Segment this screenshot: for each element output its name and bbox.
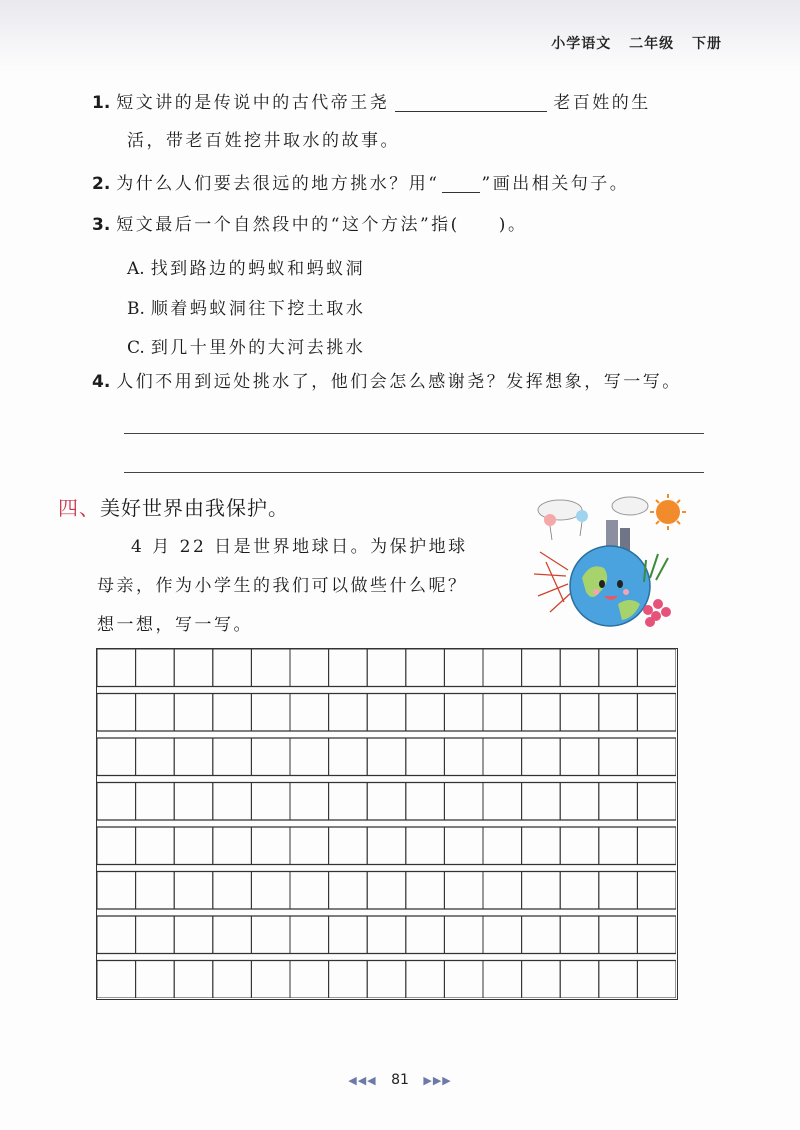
grid-cell[interactable]: [367, 783, 406, 821]
grid-cell[interactable]: [329, 916, 368, 954]
grid-cell[interactable]: [483, 738, 522, 776]
grid-cell[interactable]: [444, 694, 483, 732]
grid-cell[interactable]: [97, 872, 136, 910]
page-header: [539, 33, 722, 53]
grid-cell[interactable]: [97, 649, 136, 687]
grid-cell[interactable]: [637, 649, 676, 687]
grid-cell[interactable]: [213, 783, 252, 821]
page-number: 81: [391, 1072, 409, 1088]
grid-cell[interactable]: [522, 872, 561, 910]
grid-cell[interactable]: [599, 961, 638, 999]
fireworks-icon: [534, 552, 572, 612]
grid-cell[interactable]: [329, 783, 368, 821]
grid-cell[interactable]: [560, 783, 599, 821]
grid-cell[interactable]: [637, 872, 676, 910]
option-a-letter: A.: [127, 259, 145, 279]
answer-line-1[interactable]: [124, 433, 704, 434]
header-grade: 二年级: [629, 36, 675, 52]
grid-cell[interactable]: [444, 649, 483, 687]
grid-cell[interactable]: [290, 827, 329, 865]
answer-line-2[interactable]: [124, 472, 704, 473]
grid-cell[interactable]: [251, 827, 290, 865]
grid-cell[interactable]: [444, 783, 483, 821]
grid-cell[interactable]: [329, 872, 368, 910]
grid-cell[interactable]: [251, 961, 290, 999]
grid-cell[interactable]: [637, 783, 676, 821]
grid-cell[interactable]: [522, 827, 561, 865]
grid-cell[interactable]: [97, 738, 136, 776]
grid-cell[interactable]: [136, 961, 175, 999]
question-4-text: 人们不用到远处挑水了，他们会怎么感谢尧？发挥想象，写一写。: [116, 372, 682, 392]
sun-icon: [650, 494, 686, 530]
option-c[interactable]: [127, 333, 365, 358]
grid-cell[interactable]: [406, 827, 445, 865]
grid-cell[interactable]: [290, 738, 329, 776]
grid-cell[interactable]: [174, 649, 213, 687]
question-2-text-a: 为什么人们要去很远的地方挑水？用“: [116, 174, 440, 194]
grid-cell[interactable]: [560, 961, 599, 999]
grid-cell[interactable]: [599, 916, 638, 954]
option-a-text: 找到路边的蚂蚁和蚂蚁洞: [150, 259, 366, 279]
grid-cell[interactable]: [483, 827, 522, 865]
grid-cell[interactable]: [637, 916, 676, 954]
grid-cell[interactable]: [367, 738, 406, 776]
question-3-text: 短文最后一个自然段中的“这个方法”指( )。: [116, 215, 528, 235]
question-1-number: 1.: [92, 93, 111, 113]
section-4-title: [58, 492, 289, 521]
grid-cell[interactable]: [251, 916, 290, 954]
grid-cell[interactable]: [290, 649, 329, 687]
grid-cell[interactable]: [367, 872, 406, 910]
grid-cell[interactable]: [329, 649, 368, 687]
grid-cell[interactable]: [406, 649, 445, 687]
grid-cell[interactable]: [637, 961, 676, 999]
writing-grid[interactable]: [96, 648, 678, 1000]
section-4-number: 四、: [58, 496, 100, 520]
grid-cell[interactable]: [599, 694, 638, 732]
grid-cell[interactable]: [97, 783, 136, 821]
question-1-line-2: 活，带老百姓挖井取水的故事。: [127, 131, 400, 151]
grid-cell[interactable]: [483, 649, 522, 687]
grid-cell[interactable]: [560, 916, 599, 954]
question-1-text-a: 短文讲的是传说中的古代帝王尧: [116, 93, 390, 113]
header-volume: 下册: [692, 36, 722, 52]
grid-cell[interactable]: [444, 872, 483, 910]
question-3-number: 3.: [92, 215, 111, 235]
section-4-heading: 美好世界由我保护。: [100, 496, 289, 520]
question-1: [92, 93, 651, 112]
grid-cell[interactable]: [174, 738, 213, 776]
grid-cell[interactable]: [290, 916, 329, 954]
grid-cell[interactable]: [290, 694, 329, 732]
grid-cell[interactable]: [444, 827, 483, 865]
page-footer: [0, 1072, 800, 1088]
grid-cell[interactable]: [406, 961, 445, 999]
question-2-text-b: ”画出相关句子。: [481, 174, 630, 194]
grid-cell[interactable]: [97, 694, 136, 732]
grid-cell[interactable]: [174, 783, 213, 821]
grid-cell[interactable]: [136, 649, 175, 687]
grid-cell[interactable]: [483, 783, 522, 821]
grid-cell[interactable]: [599, 649, 638, 687]
grid-cell[interactable]: [251, 738, 290, 776]
grid-cell[interactable]: [367, 961, 406, 999]
grid-cell[interactable]: [329, 961, 368, 999]
grid-cell[interactable]: [637, 827, 676, 865]
earth-icon: [570, 546, 650, 626]
grid-cell[interactable]: [213, 961, 252, 999]
left-arrows-icon: ◀◀◀: [348, 1074, 377, 1087]
grid-cell[interactable]: [560, 649, 599, 687]
flowers-icon: [643, 599, 671, 627]
writing-grid-cells: [97, 649, 676, 998]
grid-cell[interactable]: [290, 783, 329, 821]
option-c-text: 到几十里外的大河去挑水: [150, 338, 366, 358]
grid-cell[interactable]: [599, 827, 638, 865]
grid-cell[interactable]: [251, 694, 290, 732]
grid-cell[interactable]: [406, 783, 445, 821]
option-b-text: 顺着蚂蚁洞往下挖土取水: [150, 299, 366, 319]
grid-cell[interactable]: [213, 872, 252, 910]
option-b[interactable]: [127, 294, 365, 319]
grid-cell[interactable]: [251, 872, 290, 910]
grid-cell[interactable]: [483, 694, 522, 732]
question-2: [92, 176, 629, 193]
option-a[interactable]: [127, 254, 365, 279]
grid-cell[interactable]: [560, 827, 599, 865]
grid-cell[interactable]: [174, 827, 213, 865]
grid-cell[interactable]: [329, 738, 368, 776]
grid-cell[interactable]: [406, 916, 445, 954]
grid-cell[interactable]: [483, 916, 522, 954]
grid-cell[interactable]: [444, 738, 483, 776]
grid-cell[interactable]: [136, 738, 175, 776]
option-c-letter: C.: [127, 338, 145, 358]
grid-cell[interactable]: [329, 827, 368, 865]
grid-cell[interactable]: [174, 916, 213, 954]
earth-day-illustration: [520, 492, 700, 642]
grid-cell[interactable]: [367, 827, 406, 865]
header-subject: 小学语文: [551, 36, 612, 52]
grid-cell[interactable]: [444, 961, 483, 999]
grid-cell[interactable]: [637, 738, 676, 776]
grid-cell[interactable]: [483, 872, 522, 910]
question-4: [92, 374, 682, 391]
grid-cell[interactable]: [483, 961, 522, 999]
section-4-intro-line-3: 想一想，写一写。: [97, 615, 253, 635]
grid-cell[interactable]: [367, 649, 406, 687]
grid-cell[interactable]: [560, 738, 599, 776]
question-2-underline-sample: [442, 176, 480, 193]
grid-cell[interactable]: [367, 694, 406, 732]
grid-cell[interactable]: [213, 916, 252, 954]
grid-cell[interactable]: [136, 916, 175, 954]
grid-cell[interactable]: [522, 916, 561, 954]
grid-cell[interactable]: [136, 694, 175, 732]
option-b-letter: B.: [127, 299, 145, 319]
grid-cell[interactable]: [213, 738, 252, 776]
question-2-number: 2.: [92, 174, 111, 194]
grid-cell[interactable]: [406, 872, 445, 910]
grid-cell[interactable]: [213, 827, 252, 865]
grid-cell[interactable]: [599, 738, 638, 776]
grid-cell[interactable]: [367, 916, 406, 954]
grid-cell[interactable]: [290, 872, 329, 910]
grid-cell[interactable]: [136, 872, 175, 910]
question-4-number: 4.: [92, 372, 111, 392]
grid-cell[interactable]: [522, 694, 561, 732]
grid-cell[interactable]: [522, 738, 561, 776]
grid-cell[interactable]: [213, 649, 252, 687]
grid-cell[interactable]: [522, 783, 561, 821]
grid-cell[interactable]: [406, 694, 445, 732]
section-4-intro-line-1: 4 月 22 日是世界地球日。为保护地球: [131, 537, 468, 557]
grid-cell[interactable]: [599, 783, 638, 821]
question-3: [92, 217, 527, 234]
grid-cell[interactable]: [251, 783, 290, 821]
grid-cell[interactable]: [136, 783, 175, 821]
question-1-blank[interactable]: [395, 93, 547, 112]
right-arrows-icon: ▶▶▶: [423, 1074, 452, 1087]
grid-cell[interactable]: [637, 694, 676, 732]
grid-cell[interactable]: [136, 827, 175, 865]
grid-cell[interactable]: [522, 649, 561, 687]
grid-cell[interactable]: [560, 694, 599, 732]
grid-cell[interactable]: [213, 694, 252, 732]
grid-cell[interactable]: [599, 872, 638, 910]
grid-cell[interactable]: [251, 649, 290, 687]
grid-cell[interactable]: [174, 961, 213, 999]
grid-cell[interactable]: [174, 872, 213, 910]
grid-cell[interactable]: [406, 738, 445, 776]
grid-cell[interactable]: [329, 694, 368, 732]
grid-cell[interactable]: [290, 961, 329, 999]
question-1-text-b: 老百姓的生: [553, 93, 651, 113]
grid-cell[interactable]: [522, 961, 561, 999]
grid-cell[interactable]: [174, 694, 213, 732]
grid-cell[interactable]: [444, 916, 483, 954]
section-4-intro-line-2: 母亲，作为小学生的我们可以做些什么呢？: [97, 576, 468, 596]
grid-cell[interactable]: [97, 916, 136, 954]
grid-cell[interactable]: [97, 961, 136, 999]
grid-cell[interactable]: [97, 827, 136, 865]
grid-cell[interactable]: [560, 872, 599, 910]
